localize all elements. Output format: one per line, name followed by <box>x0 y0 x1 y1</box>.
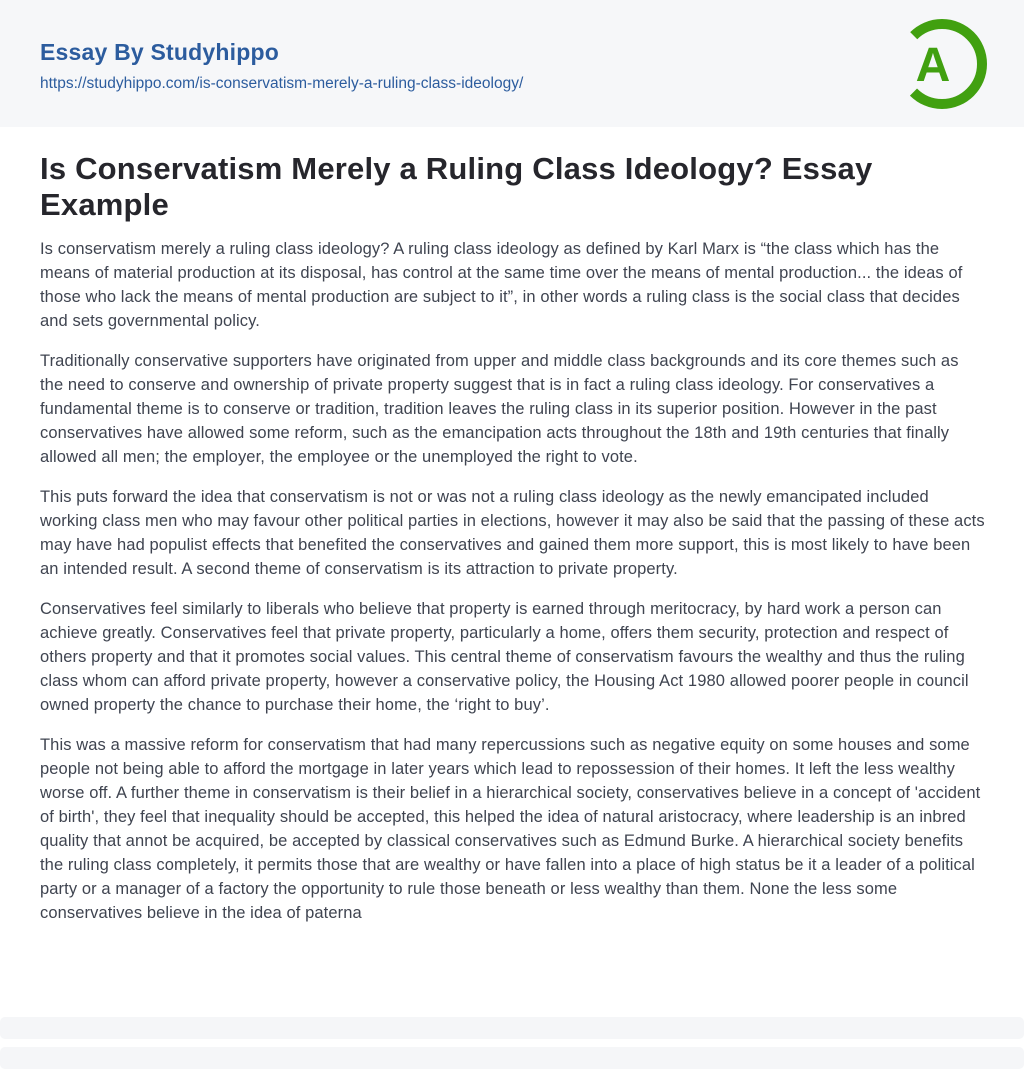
site-title: Essay By Studyhippo <box>40 38 279 65</box>
loading-placeholder <box>0 1017 1024 1069</box>
essay-title: Is Conservatism Merely a Ruling Class Ideology? Essay Example <box>40 151 873 222</box>
page-url: https://studyhippo.com/is-conservatism-merely-a-ruling-class-ideology/ <box>40 74 524 92</box>
header-text-block <box>40 35 523 93</box>
essay-paragraph: Conservatives feel similarly to liberals who believe that property is earned through meritocracy, by hard work a person can achieve greatly. Conservatives feel that private property, particularly a home, offers them security, protection and respect of others property and that it promotes social values. This central theme of conservatism favours the wealthy and thus the ruling class whom can afford private property, however a conservative policy, the Housing Act 1980 allowed poorer people in council owned property the chance to purchase their home, the ‘right to buy’. <box>40 600 969 714</box>
essay-paragraph: Traditionally conservative supporters have originated from upper and middle class backgrounds and its core themes such as the need to conserve and ownership of private property suggest that is in fact a ruling class ideology. For conservatives a fundamental theme is to conserve or tradition, tradition leaves the ruling class in its superior position. However in the past conservatives have allowed some reform, such as the emancipation acts throughout the 18th and 19th centuries that finally allowed all men; the employer, the employee or the unemployed the right to vote. <box>40 352 959 466</box>
essay-content <box>0 127 1024 925</box>
skeleton-bar <box>0 1017 1024 1039</box>
skeleton-bar <box>0 1047 1024 1069</box>
essay-paragraph: Is conservatism merely a ruling class ideology? A ruling class ideology as defined by Karl Marx is “the class which has the means of material production at its disposal, has control at the same time over the means of mental production... the ideas of those who lack the means of mental production are subject to it”, in other words a ruling class is the social class that decides and sets governmental policy. <box>40 240 963 330</box>
logo-letter: A <box>915 38 951 92</box>
page-header <box>0 0 1024 127</box>
essay-paragraph: This puts forward the idea that conservatism is not or was not a ruling class ideology as the newly emancipated included working class men who may favour other political parties in elections, however it may also be said that the passing of these acts may have had populist effects that benefited the conservatives and gained them more support, this is most likely to have been an intended result. A second theme of conservatism is its attraction to private property. <box>40 488 985 578</box>
studyhippo-logo-icon <box>896 18 988 110</box>
essay-body <box>40 237 986 925</box>
essay-paragraph: This was a massive reform for conservatism that had many repercussions such as negative equity on some houses and some people not being able to afford the mortgage in later years which lead to repossession of their homes. It left the less wealthy worse off. A further theme in conservatism is their belief in a hierarchical society, conservatives believe in a concept of 'accident of birth', they feel that inequality should be accepted, this helped the idea of natural aristocracy, where leadership is an inbred quality that annot be acquired, be accepted by classical conservatives such as Edmund Burke. A hierarchical society benefits the ruling class completely, it permits those that are wealthy or have fallen into a place of high status be it a leader of a political party or a manager of a factory the opportunity to rule those beneath or less wealthy than them. None the less some conservatives believe in the idea of paterna <box>40 736 981 922</box>
